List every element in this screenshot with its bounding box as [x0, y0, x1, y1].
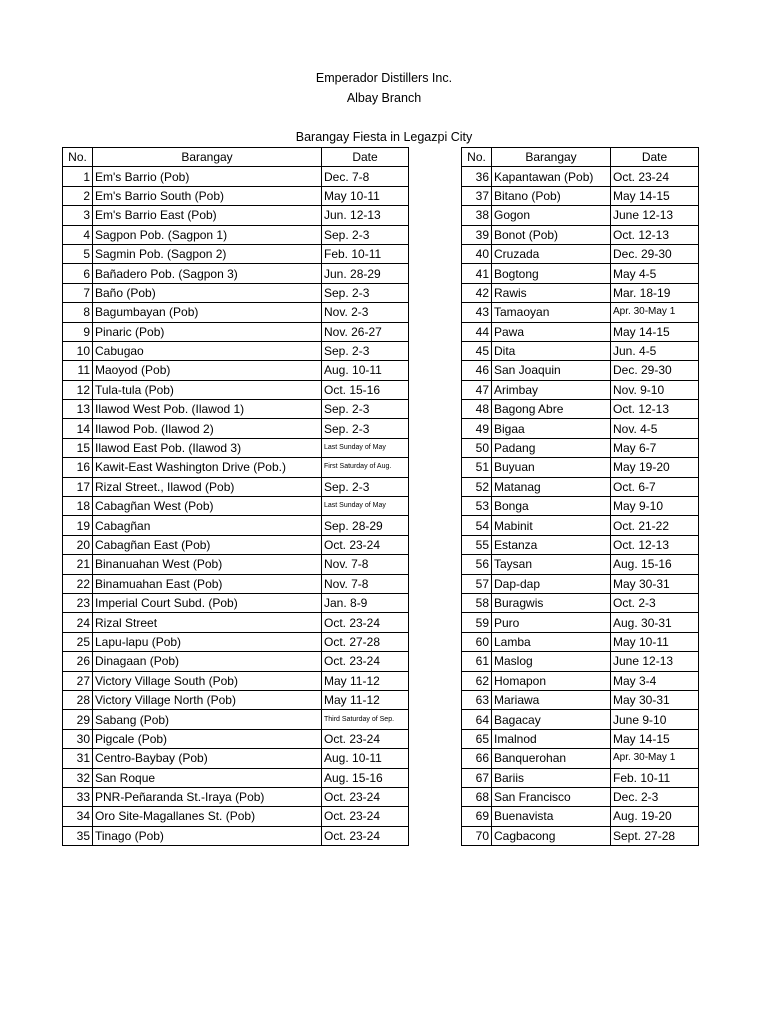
row-number: 63: [462, 690, 492, 709]
row-number: 12: [63, 380, 93, 399]
row-number: 20: [63, 535, 93, 554]
table-row: [462, 186, 699, 205]
fiesta-date: May 4-5: [611, 264, 699, 283]
fiesta-date: May 11-12: [322, 690, 409, 709]
table-row: [63, 749, 409, 768]
barangay-name: Sabang (Pob): [93, 710, 322, 729]
row-number: 36: [462, 167, 492, 186]
barangay-name: Sagpon Pob. (Sagpon 1): [93, 225, 322, 244]
table-row: [462, 419, 699, 438]
fiesta-date: Oct. 15-16: [322, 380, 409, 399]
table-row: [63, 400, 409, 419]
barangay-name: Bonot (Pob): [492, 225, 611, 244]
row-number: 33: [63, 787, 93, 806]
table-row: [462, 768, 699, 787]
barangay-name: Puro: [492, 613, 611, 632]
row-number: 49: [462, 419, 492, 438]
table-row: [462, 535, 699, 554]
row-number: 38: [462, 206, 492, 225]
barangay-name: Victory Village North (Pob): [93, 690, 322, 709]
fiesta-date: May 14-15: [611, 729, 699, 748]
fiesta-date: Dec. 29-30: [611, 244, 699, 263]
fiesta-date: Aug. 15-16: [611, 555, 699, 574]
fiesta-date: Sep. 2-3: [322, 283, 409, 302]
fiesta-date: Sep. 2-3: [322, 419, 409, 438]
fiesta-date: Sept. 27-28: [611, 826, 699, 845]
fiesta-date: May 14-15: [611, 186, 699, 205]
fiesta-date: Oct. 12-13: [611, 400, 699, 419]
table-row: [63, 380, 409, 399]
table-row: [63, 807, 409, 826]
fiesta-date: Nov. 9-10: [611, 380, 699, 399]
barangay-name: Gogon: [492, 206, 611, 225]
barangay-name: Dita: [492, 341, 611, 360]
barangay-name: Cagbacong: [492, 826, 611, 845]
table-header-row: [63, 148, 409, 167]
row-number: 47: [462, 380, 492, 399]
table-row: [63, 341, 409, 360]
fiesta-date: Aug. 15-16: [322, 768, 409, 787]
column-header-date: Date: [611, 148, 699, 167]
table-row: [63, 303, 409, 322]
barangay-name: Cabagñan East (Pob): [93, 535, 322, 554]
table-row: [63, 361, 409, 380]
row-number: 4: [63, 225, 93, 244]
barangay-name: Baño (Pob): [93, 283, 322, 302]
fiesta-date: May 10-11: [611, 632, 699, 651]
table-row: [462, 652, 699, 671]
table-row: [63, 593, 409, 612]
row-number: 67: [462, 768, 492, 787]
fiesta-date: Jun. 28-29: [322, 264, 409, 283]
row-number: 58: [462, 593, 492, 612]
barangay-name: Victory Village South (Pob): [93, 671, 322, 690]
row-number: 15: [63, 438, 93, 457]
row-number: 18: [63, 497, 93, 516]
table-row: [63, 497, 409, 516]
barangay-name: San Joaquin: [492, 361, 611, 380]
table-row: [63, 458, 409, 477]
table-row: [462, 729, 699, 748]
barangay-name: Centro-Baybay (Pob): [93, 749, 322, 768]
row-number: 9: [63, 322, 93, 341]
table-row: [63, 438, 409, 457]
barangay-name: Arimbay: [492, 380, 611, 399]
row-number: 43: [462, 303, 492, 322]
barangay-name: Oro Site-Magallanes St. (Pob): [93, 807, 322, 826]
row-number: 13: [63, 400, 93, 419]
barangay-name: Matanag: [492, 477, 611, 496]
barangay-name: Cabugao: [93, 341, 322, 360]
row-number: 51: [462, 458, 492, 477]
fiesta-table-left-body: [63, 167, 409, 846]
table-row: [63, 283, 409, 302]
fiesta-table-left: [62, 147, 409, 846]
fiesta-date: Dec. 7-8: [322, 167, 409, 186]
fiesta-date: Aug. 30-31: [611, 613, 699, 632]
barangay-name: Rizal Street: [93, 613, 322, 632]
fiesta-table-right-body: [462, 167, 699, 846]
table-row: [462, 787, 699, 806]
barangay-name: Bogtong: [492, 264, 611, 283]
table-row: [462, 283, 699, 302]
barangay-name: Lapu-lapu (Pob): [93, 632, 322, 651]
barangay-name: Taysan: [492, 555, 611, 574]
barangay-name: Homapon: [492, 671, 611, 690]
barangay-name: Bagong Abre: [492, 400, 611, 419]
row-number: 32: [63, 768, 93, 787]
barangay-name: San Roque: [93, 768, 322, 787]
table-row: [462, 477, 699, 496]
row-number: 44: [462, 322, 492, 341]
fiesta-date: May 6-7: [611, 438, 699, 457]
row-number: 61: [462, 652, 492, 671]
table-row: [63, 613, 409, 632]
row-number: 68: [462, 787, 492, 806]
fiesta-date: Sep. 2-3: [322, 477, 409, 496]
fiesta-date: Feb. 10-11: [611, 768, 699, 787]
fiesta-date: Oct. 12-13: [611, 225, 699, 244]
row-number: 25: [63, 632, 93, 651]
row-number: 60: [462, 632, 492, 651]
row-number: 35: [63, 826, 93, 845]
row-number: 27: [63, 671, 93, 690]
fiesta-date: Oct. 2-3: [611, 593, 699, 612]
barangay-name: Mabinit: [492, 516, 611, 535]
barangay-name: San Francisco: [492, 787, 611, 806]
fiesta-date: Oct. 23-24: [322, 652, 409, 671]
row-number: 57: [462, 574, 492, 593]
fiesta-date: Oct. 21-22: [611, 516, 699, 535]
row-number: 54: [462, 516, 492, 535]
row-number: 42: [462, 283, 492, 302]
barangay-name: Bigaa: [492, 419, 611, 438]
table-row: [462, 167, 699, 186]
table-row: [63, 632, 409, 651]
fiesta-date: Oct. 23-24: [322, 613, 409, 632]
fiesta-date: Sep. 2-3: [322, 400, 409, 419]
table-row: [462, 244, 699, 263]
barangay-name: Sagmin Pob. (Sagpon 2): [93, 244, 322, 263]
column-header-barangay: Barangay: [492, 148, 611, 167]
barangay-name: Imperial Court Subd. (Pob): [93, 593, 322, 612]
row-number: 8: [63, 303, 93, 322]
fiesta-date: June 12-13: [611, 652, 699, 671]
row-number: 7: [63, 283, 93, 302]
fiesta-table-right: [461, 147, 699, 846]
row-number: 41: [462, 264, 492, 283]
table-row: [462, 322, 699, 341]
table-row: [462, 632, 699, 651]
barangay-name: Kawit-East Washington Drive (Pob.): [93, 458, 322, 477]
fiesta-date: Mar. 18-19: [611, 283, 699, 302]
barangay-name: Estanza: [492, 535, 611, 554]
barangay-name: Tinago (Pob): [93, 826, 322, 845]
row-number: 16: [63, 458, 93, 477]
column-header-date: Date: [322, 148, 409, 167]
fiesta-date: Feb. 10-11: [322, 244, 409, 263]
table-row: [63, 710, 409, 729]
barangay-name: PNR-Peñaranda St.-Iraya (Pob): [93, 787, 322, 806]
column-header-barangay: Barangay: [93, 148, 322, 167]
table-row: [63, 768, 409, 787]
column-header-no: No.: [63, 148, 93, 167]
barangay-name: Imalnod: [492, 729, 611, 748]
row-number: 53: [462, 497, 492, 516]
row-number: 40: [462, 244, 492, 263]
fiesta-date: Nov. 7-8: [322, 574, 409, 593]
row-number: 55: [462, 535, 492, 554]
fiesta-date: June 9-10: [611, 710, 699, 729]
row-number: 64: [462, 710, 492, 729]
table-row: [462, 671, 699, 690]
table-row: [462, 807, 699, 826]
barangay-name: Pigcale (Pob): [93, 729, 322, 748]
barangay-name: Kapantawan (Pob): [492, 167, 611, 186]
fiesta-date: May 14-15: [611, 322, 699, 341]
table-row: [462, 749, 699, 768]
barangay-name: Maoyod (Pob): [93, 361, 322, 380]
barangay-name: Cabagñan West (Pob): [93, 497, 322, 516]
fiesta-date: Last Sunday of May: [322, 438, 409, 457]
row-number: 39: [462, 225, 492, 244]
row-number: 29: [63, 710, 93, 729]
barangay-name: Tula-tula (Pob): [93, 380, 322, 399]
barangay-name: Bariis: [492, 768, 611, 787]
table-row: [63, 826, 409, 845]
fiesta-date: Dec. 2-3: [611, 787, 699, 806]
barangay-name: Bonga: [492, 497, 611, 516]
table-row: [63, 690, 409, 709]
fiesta-date: Oct. 6-7: [611, 477, 699, 496]
fiesta-date: Nov. 2-3: [322, 303, 409, 322]
fiesta-date: Jun. 4-5: [611, 341, 699, 360]
table-row: [462, 497, 699, 516]
fiesta-date: Oct. 23-24: [322, 729, 409, 748]
barangay-name: Cruzada: [492, 244, 611, 263]
table-row: [63, 322, 409, 341]
fiesta-date: May 30-31: [611, 690, 699, 709]
fiesta-date: Aug. 10-11: [322, 361, 409, 380]
fiesta-date: May 10-11: [322, 186, 409, 205]
barangay-name: Bitano (Pob): [492, 186, 611, 205]
fiesta-date: Oct. 23-24: [322, 535, 409, 554]
table-row: [63, 555, 409, 574]
row-number: 14: [63, 419, 93, 438]
table-row: [462, 710, 699, 729]
fiesta-date: Apr. 30-May 1: [611, 303, 699, 322]
barangay-name: Padang: [492, 438, 611, 457]
fiesta-date: June 12-13: [611, 206, 699, 225]
row-number: 17: [63, 477, 93, 496]
row-number: 21: [63, 555, 93, 574]
fiesta-date: Sep. 2-3: [322, 341, 409, 360]
table-row: [63, 671, 409, 690]
barangay-name: Em's Barrio East (Pob): [93, 206, 322, 225]
table-row: [462, 361, 699, 380]
barangay-name: Buyuan: [492, 458, 611, 477]
row-number: 69: [462, 807, 492, 826]
barangay-name: Dap-dap: [492, 574, 611, 593]
barangay-name: Buenavista: [492, 807, 611, 826]
branch-name: Albay Branch: [346, 91, 422, 105]
row-number: 30: [63, 729, 93, 748]
fiesta-date: Jun. 12-13: [322, 206, 409, 225]
row-number: 52: [462, 477, 492, 496]
column-header-no: No.: [462, 148, 492, 167]
row-number: 22: [63, 574, 93, 593]
row-number: 65: [462, 729, 492, 748]
table-row: [462, 264, 699, 283]
fiesta-date: Oct. 23-24: [322, 787, 409, 806]
fiesta-date: Jan. 8-9: [322, 593, 409, 612]
fiesta-date: Nov. 7-8: [322, 555, 409, 574]
barangay-name: Buragwis: [492, 593, 611, 612]
row-number: 26: [63, 652, 93, 671]
barangay-name: Maslog: [492, 652, 611, 671]
row-number: 56: [462, 555, 492, 574]
fiesta-date: First Saturday of Aug.: [322, 458, 409, 477]
table-row: [462, 380, 699, 399]
row-number: 31: [63, 749, 93, 768]
barangay-name: Rizal Street., Ilawod (Pob): [93, 477, 322, 496]
row-number: 10: [63, 341, 93, 360]
fiesta-date: Sep. 28-29: [322, 516, 409, 535]
fiesta-date: May 30-31: [611, 574, 699, 593]
table-row: [63, 787, 409, 806]
table-row: [63, 225, 409, 244]
document-title: Barangay Fiesta in Legazpi City: [295, 130, 473, 144]
table-row: [462, 690, 699, 709]
row-number: 28: [63, 690, 93, 709]
fiesta-date: Nov. 26-27: [322, 322, 409, 341]
table-header-row: [462, 148, 699, 167]
fiesta-date: Dec. 29-30: [611, 361, 699, 380]
table-row: [63, 516, 409, 535]
table-row: [63, 419, 409, 438]
table-row: [462, 303, 699, 322]
row-number: 46: [462, 361, 492, 380]
fiesta-date: Oct. 23-24: [611, 167, 699, 186]
row-number: 59: [462, 613, 492, 632]
barangay-name: Em's Barrio South (Pob): [93, 186, 322, 205]
table-row: [462, 206, 699, 225]
table-row: [63, 729, 409, 748]
fiesta-date: Sep. 2-3: [322, 225, 409, 244]
barangay-name: Binanuahan West (Pob): [93, 555, 322, 574]
row-number: 62: [462, 671, 492, 690]
row-number: 24: [63, 613, 93, 632]
table-row: [462, 341, 699, 360]
table-row: [462, 458, 699, 477]
fiesta-date: Third Saturday of Sep.: [322, 710, 409, 729]
row-number: 19: [63, 516, 93, 535]
barangay-name: Ilawod Pob. (Ilawod 2): [93, 419, 322, 438]
table-row: [462, 225, 699, 244]
table-row: [63, 652, 409, 671]
table-row: [462, 555, 699, 574]
row-number: 70: [462, 826, 492, 845]
table-row: [63, 167, 409, 186]
table-row: [63, 535, 409, 554]
fiesta-date: Last Sunday of May: [322, 497, 409, 516]
table-row: [462, 593, 699, 612]
barangay-name: Banquerohan: [492, 749, 611, 768]
barangay-name: Bagacay: [492, 710, 611, 729]
barangay-name: Mariawa: [492, 690, 611, 709]
barangay-name: Tamaoyan: [492, 303, 611, 322]
fiesta-date: Aug. 19-20: [611, 807, 699, 826]
table-row: [63, 206, 409, 225]
fiesta-date: May 3-4: [611, 671, 699, 690]
barangay-name: Pawa: [492, 322, 611, 341]
row-number: 48: [462, 400, 492, 419]
row-number: 11: [63, 361, 93, 380]
row-number: 1: [63, 167, 93, 186]
barangay-name: Bagumbayan (Pob): [93, 303, 322, 322]
fiesta-date: Apr. 30-May 1: [611, 749, 699, 768]
table-row: [462, 400, 699, 419]
table-row: [462, 516, 699, 535]
row-number: 66: [462, 749, 492, 768]
company-name: Emperador Distillers Inc.: [315, 71, 453, 85]
table-row: [462, 574, 699, 593]
row-number: 3: [63, 206, 93, 225]
table-row: [63, 264, 409, 283]
barangay-name: Bañadero Pob. (Sagpon 3): [93, 264, 322, 283]
barangay-name: Pinaric (Pob): [93, 322, 322, 341]
fiesta-date: Nov. 4-5: [611, 419, 699, 438]
row-number: 50: [462, 438, 492, 457]
barangay-name: Ilawod East Pob. (Ilawod 3): [93, 438, 322, 457]
barangay-name: Rawis: [492, 283, 611, 302]
fiesta-date: May 11-12: [322, 671, 409, 690]
barangay-name: Cabagñan: [93, 516, 322, 535]
fiesta-date: Oct. 27-28: [322, 632, 409, 651]
barangay-name: Binamuahan East (Pob): [93, 574, 322, 593]
fiesta-date: Aug. 10-11: [322, 749, 409, 768]
barangay-name: Em's Barrio (Pob): [93, 167, 322, 186]
barangay-name: Dinagaan (Pob): [93, 652, 322, 671]
table-row: [462, 438, 699, 457]
table-row: [462, 826, 699, 845]
table-row: [63, 186, 409, 205]
fiesta-date: May 19-20: [611, 458, 699, 477]
table-row: [462, 613, 699, 632]
fiesta-date: Oct. 23-24: [322, 826, 409, 845]
row-number: 6: [63, 264, 93, 283]
barangay-name: Lamba: [492, 632, 611, 651]
table-row: [63, 574, 409, 593]
fiesta-date: Oct. 23-24: [322, 807, 409, 826]
row-number: 37: [462, 186, 492, 205]
row-number: 2: [63, 186, 93, 205]
row-number: 5: [63, 244, 93, 263]
row-number: 23: [63, 593, 93, 612]
table-row: [63, 477, 409, 496]
table-row: [63, 244, 409, 263]
barangay-name: Ilawod West Pob. (Ilawod 1): [93, 400, 322, 419]
fiesta-date: May 9-10: [611, 497, 699, 516]
row-number: 45: [462, 341, 492, 360]
fiesta-date: Oct. 12-13: [611, 535, 699, 554]
row-number: 34: [63, 807, 93, 826]
